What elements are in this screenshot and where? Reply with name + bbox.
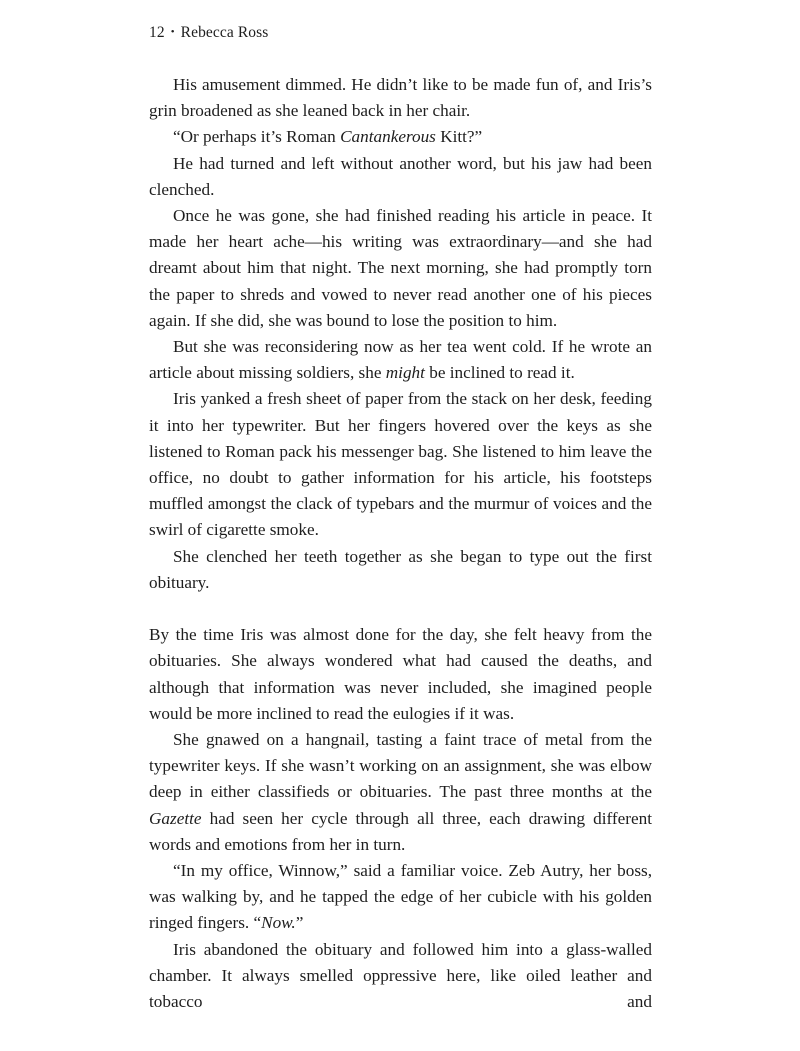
paragraph: Iris yanked a fresh sheet of paper from the stack on her desk, feeding it into her typewriter. But her fingers hovered over the keys as she listened to Roman pack his messenger bag. She listened to him leave the office, no doubt to gather information for his article, his footsteps muffled amongst the clack of typebars and the murmur of voices and the swirl of cigarette smoke. — [149, 389, 652, 540]
header-separator: • — [170, 26, 175, 38]
paragraph: By the time Iris was almost done for the day, she felt heavy from the obituaries. She always wondered what had caused the deaths, and although that information was never included, she imagined people would be more inclined to read the eulogies if it was. — [149, 625, 652, 723]
paragraph: “In my office, Winnow,” said a familiar voice. Zeb Autry, her boss, was walking by, and he tapped the edge of her cubicle with his golden ringed fingers. “Now.” — [149, 861, 652, 933]
page-number: 12 — [149, 24, 165, 41]
paragraph: He had turned and left without another word, but his jaw had been clenched. — [149, 153, 652, 199]
paragraph: “Or perhaps it’s Roman Cantankerous Kitt?” — [173, 127, 483, 147]
paragraph: She gnawed on a hangnail, tasting a faint trace of metal from the typewriter keys. If she wasn’t working on an assignment, she was elbow deep in either classifieds or obituaries. The past three months at the Gazette had seen her cycle through all three, each drawing different words and emotions from her in turn. — [149, 730, 652, 854]
paragraph: Once he was gone, she had finished reading his article in peace. It made her heart ache—his writing was extraordinary—and she had dreamt about him that night. The next morning, she had promptly torn the paper to shreds and vowed to never read another one of his pieces again. If she did, she was bound to lose the position to him. — [149, 206, 652, 330]
section-break — [149, 596, 652, 622]
paragraph: She clenched her teeth together as she began to type out the first obituary. — [149, 546, 652, 592]
paragraph: Iris abandoned the obituary and followed him into a glass-walled chamber. It always smelled oppressive here, like oiled leather and tobacco and — [149, 939, 652, 1012]
running-head — [149, 24, 268, 42]
body-text — [149, 72, 652, 1015]
author-name: Rebecca Ross — [180, 24, 269, 41]
paragraph: His amusement dimmed. He didn’t like to be made fun of, and Iris’s grin broadened as she leaned back in her chair. — [149, 75, 652, 121]
paragraph: But she was reconsidering now as her tea went cold. If he wrote an article about missing soldiers, she might be inclined to read it. — [149, 337, 652, 383]
